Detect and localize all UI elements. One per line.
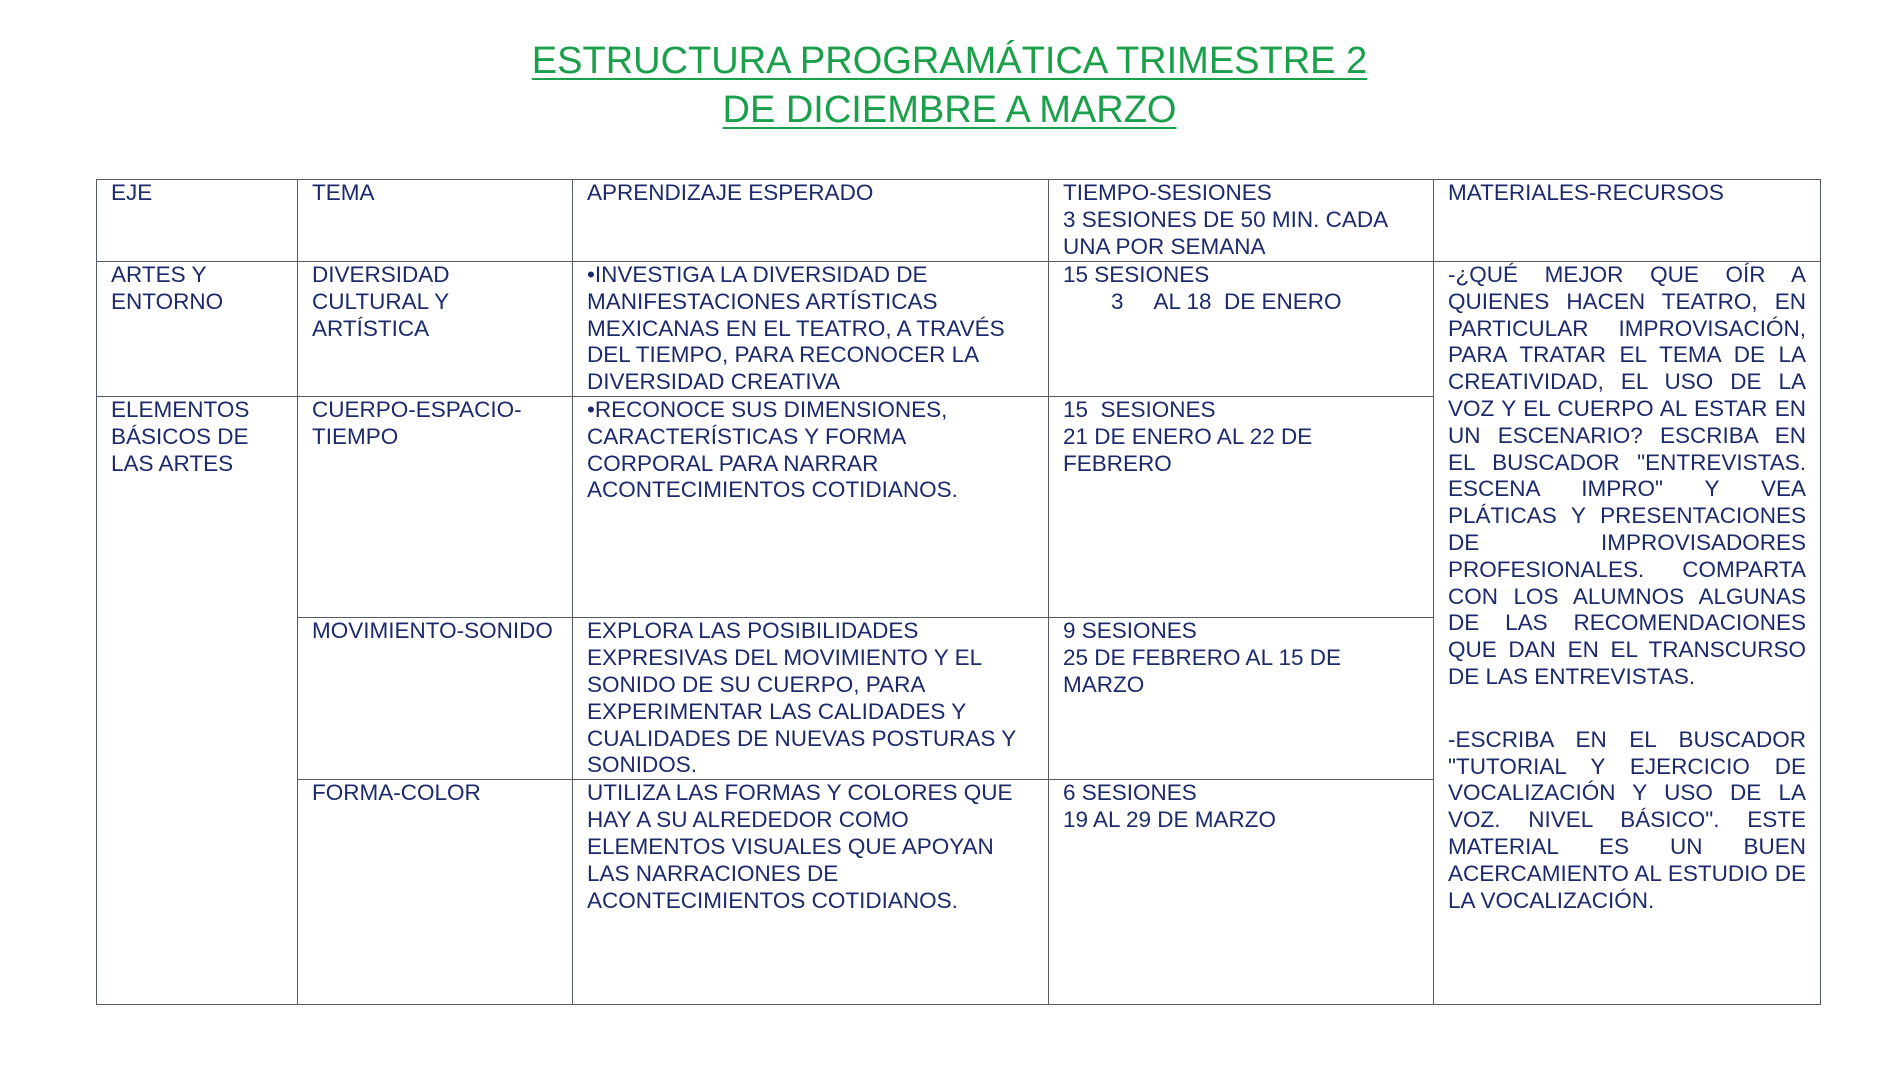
tema-cell: CUERPO-ESPACIO-TIEMPO [298,397,573,618]
materiales-paragraph-2: -ESCRIBA EN EL BUSCADOR "TUTORIAL Y EJERCICIO DE VOCALIZACIÓN Y USO DE LA VOZ. NIVEL BÁSICO". ESTE MATERIAL ES UN BUEN ACERCAMIENTO AL ESTUDIO DE LA VOCALIZACIÓN. [1448,726,1806,913]
tema-cell: DIVERSIDAD CULTURAL Y ARTÍSTICA [298,262,573,397]
sesiones-dates: 19 AL 29 DE MARZO [1063,807,1277,833]
aprendizaje-cell: •RECONOCE SUS DIMENSIONES, CARACTERÍSTICAS Y FORMA CORPORAL PARA NARRAR ACONTECIMIENTOS COTIDIANOS. [573,397,1049,618]
program-table [96,179,1821,1005]
header-materiales: MATERIALES-RECURSOS [1434,180,1821,262]
materiales-paragraph-1: -¿QUÉ MEJOR QUE OÍR A QUIENES HACEN TEATRO, EN PARTICULAR IMPROVISACIÓN, PARA TRATAR EL TEMA DE LA CREATIVIDAD, EL USO DE LA VOZ Y EL CUERPO AL ESTAR EN UN ESCENARIO? ESCRIBA EN EL BUSCADOR "ENTREVISTAS. ESCENA IMPRO" Y VEA PLÁTICAS Y PRESENTACIONES DE IMPROVISADORES PROFESIONALES. COMPARTA CON LOS ALUMNOS ALGUNAS DE LAS RECOMENDACIONES QUE DAN EN EL TRANSCURSO DE LAS ENTREVISTAS. [1448,262,1806,689]
header-eje: EJE [97,180,298,262]
sesiones-count: 9 SESIONES [1063,618,1197,644]
tiempo-cell [1049,397,1434,618]
eje-cell: ELEMENTOS BÁSICOS DE LAS ARTES [97,397,298,1005]
header-tiempo-title: TIEMPO-SESIONES [1063,180,1272,205]
sesiones-count: 6 SESIONES [1063,780,1197,806]
tema-cell: FORMA-COLOR [298,780,573,1005]
tema-cell: MOVIMIENTO-SONIDO [298,618,573,780]
sesiones-count: 15 SESIONES [1063,262,1210,287]
title-line-1: ESTRUCTURA PROGRAMÁTICA TRIMESTRE 2 [531,40,1368,82]
sesiones-count: 15 SESIONES [1063,397,1216,422]
header-tiempo [1049,180,1434,262]
header-aprendizaje: APRENDIZAJE ESPERADO [573,180,1049,262]
materiales-cell [1434,262,1821,1005]
sesiones-dates: 25 DE FEBRERO AL 15 DE MARZO [1063,645,1342,697]
aprendizaje-cell: •INVESTIGA LA DIVERSIDAD DE MANIFESTACIONES ARTÍSTICAS MEXICANAS EN EL TEATRO, A TRAVÉS DEL TIEMPO, PARA RECONOCER LA DIVERSIDAD CREATIVA [573,262,1049,397]
document-title [0,37,1899,135]
title-line-2: DE DICIEMBRE A MARZO [722,89,1177,131]
tiempo-cell [1049,780,1434,1005]
header-row [97,180,1821,262]
eje-cell: ARTES Y ENTORNO [97,262,298,397]
header-tema: TEMA [298,180,573,262]
sesiones-dates: 21 DE ENERO AL 22 DE FEBRERO [1063,423,1313,476]
table-row [97,262,1821,397]
sesiones-dates: 3 AL 18 DE ENERO [1111,288,1342,314]
header-tiempo-detail: 3 SESIONES DE 50 MIN. CADA UNA POR SEMANA [1063,206,1387,259]
paragraph-spacer [1448,691,1806,727]
tiempo-cell [1049,618,1434,780]
aprendizaje-cell: EXPLORA LAS POSIBILIDADES EXPRESIVAS DEL MOVIMIENTO Y EL SONIDO DE SU CUERPO, PARA EXPERIMENTAR LAS CALIDADES Y CUALIDADES DE NUEVAS POSTURAS Y SONIDOS. [573,618,1049,780]
aprendizaje-cell: UTILIZA LAS FORMAS Y COLORES QUE HAY A SU ALREDEDOR COMO ELEMENTOS VISUALES QUE APOYAN LAS NARRACIONES DE ACONTECIMIENTOS COTIDIANOS. [573,780,1049,1005]
tiempo-cell [1049,262,1434,397]
